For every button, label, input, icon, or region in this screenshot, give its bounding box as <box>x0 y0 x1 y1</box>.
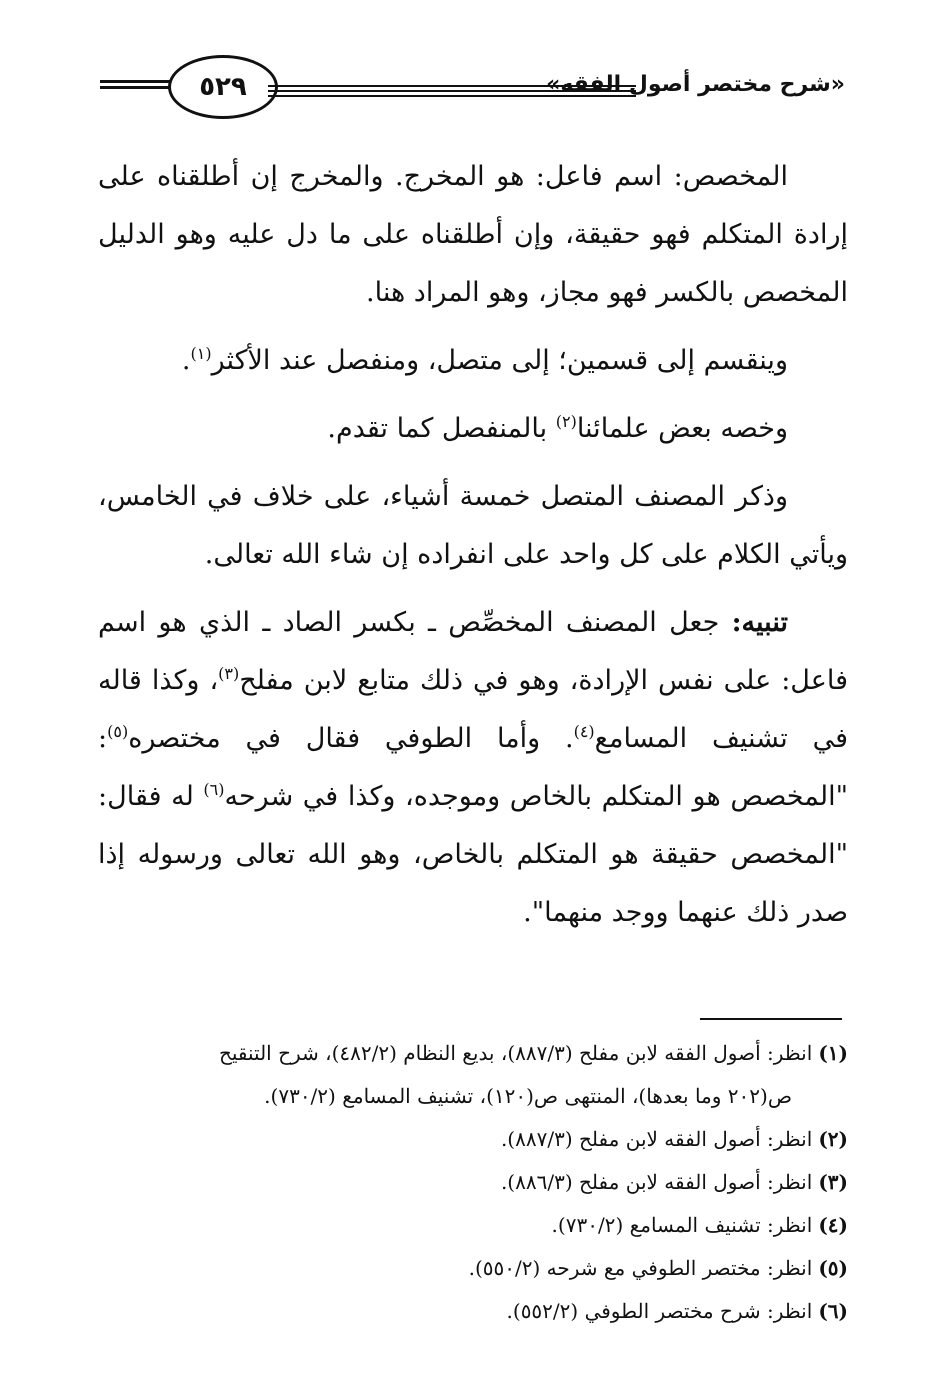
footnote-ref-6: (٦) <box>203 780 225 799</box>
paragraph-2-end: . <box>181 345 191 376</box>
paragraph-5-e: له فقال: "المخصص حقيقة هو المتكلم بالخاص، وهو الله تعالى ورسوله إذا صدر ذلك عنهما ووجد منهما". <box>98 781 848 928</box>
paragraph-5-b: ، وكذا قاله في تشنيف المسامع <box>98 665 848 754</box>
footnote-ref-5: (٥) <box>107 722 129 741</box>
note-label: تنبيه: <box>731 607 788 638</box>
footnote-number: (٤) <box>818 1213 848 1237</box>
footnote-number: (٢) <box>818 1127 848 1151</box>
paragraph-1: المخصص: اسم فاعل: هو المخرج. والمخرج إن أطلقناه على إرادة المتكلم فهو حقيقة، وإن أطلقناه على ما دل عليه وهو الدليل المخصص بالكسر فهو مجاز، وهو المراد هنا. <box>98 161 848 308</box>
page-header <box>0 0 945 130</box>
footnote-separator <box>700 1018 842 1020</box>
main-text <box>98 148 848 952</box>
footnote-ref-4: (٤) <box>573 722 595 741</box>
footnote-number: (٥) <box>818 1256 848 1280</box>
paragraph-2 <box>98 332 848 390</box>
paragraph-5-a: جعل المصنف المخصِّص ـ بكسر الصاد ـ الذي هو اسم فاعل: على نفس الإرادة، وهو في ذلك متابع لابن مفلح <box>98 607 848 696</box>
paragraph-5-c: . وأما الطوفي فقال في مختصره <box>128 723 574 754</box>
footnote-number: (٣) <box>818 1170 848 1194</box>
footnote-4 <box>98 1204 848 1247</box>
paragraph-3 <box>98 400 848 458</box>
footnote-text: انظر: أصول الفقه لابن مفلح (٨٨٧/٣). <box>500 1127 813 1151</box>
footnote-text: انظر: شرح مختصر الطوفي (٥٥٢/٢). <box>506 1299 813 1323</box>
footnote-number: (١) <box>818 1041 848 1065</box>
paragraph-2-text: وينقسم إلى قسمين؛ إلى متصل، ومنفصل عند الأكثر <box>211 345 788 376</box>
header-rule-left <box>100 80 172 92</box>
paragraph-5-d: : "المخصص هو المتكلم بالخاص وموجده، وكذا في شرحه <box>98 723 848 812</box>
footnote-1 <box>98 1032 848 1075</box>
paragraph-5 <box>98 594 848 942</box>
footnote-ref-3: (٣) <box>218 664 240 683</box>
footnote-5 <box>98 1247 848 1290</box>
footnote-number: (٦) <box>818 1299 848 1323</box>
paragraph-3-a: وخصه بعض علمائنا <box>576 413 788 444</box>
footnote-ref-2: (٢) <box>555 412 577 431</box>
footnote-text: انظر: أصول الفقه لابن مفلح (٨٨٧/٣)، بديع النظام (٤٨٢/٢)، شرح التنقيح <box>218 1041 813 1065</box>
footnote-text: انظر: مختصر الطوفي مع شرحه (٥٥٠/٢). <box>468 1256 813 1280</box>
paragraph-3-b: بالمنفصل كما تقدم. <box>327 413 556 444</box>
footnote-text: انظر: أصول الفقه لابن مفلح (٨٨٦/٣). <box>500 1170 813 1194</box>
page-number: ٥٢٩ <box>168 55 278 119</box>
footnotes <box>98 1032 848 1333</box>
footnote-2 <box>98 1118 848 1161</box>
footnote-1-continuation: ص(٢٠٢ وما بعدها)، المنتهى ص(١٢٠)، تشنيف المسامع (٧٣٠/٢). <box>264 1084 792 1108</box>
running-title: «شرح مختصر أصول الفقه» <box>546 72 845 97</box>
footnote-6 <box>98 1290 848 1333</box>
footnote-ref-1: (١) <box>190 344 212 363</box>
footnote-3 <box>98 1161 848 1204</box>
footnote-text: انظر: تشنيف المسامع (٧٣٠/٢). <box>551 1213 813 1237</box>
paragraph-4: وذكر المصنف المتصل خمسة أشياء، على خلاف في الخامس، ويأتي الكلام على كل واحد على انفراده إن شاء الله تعالى. <box>98 481 848 570</box>
